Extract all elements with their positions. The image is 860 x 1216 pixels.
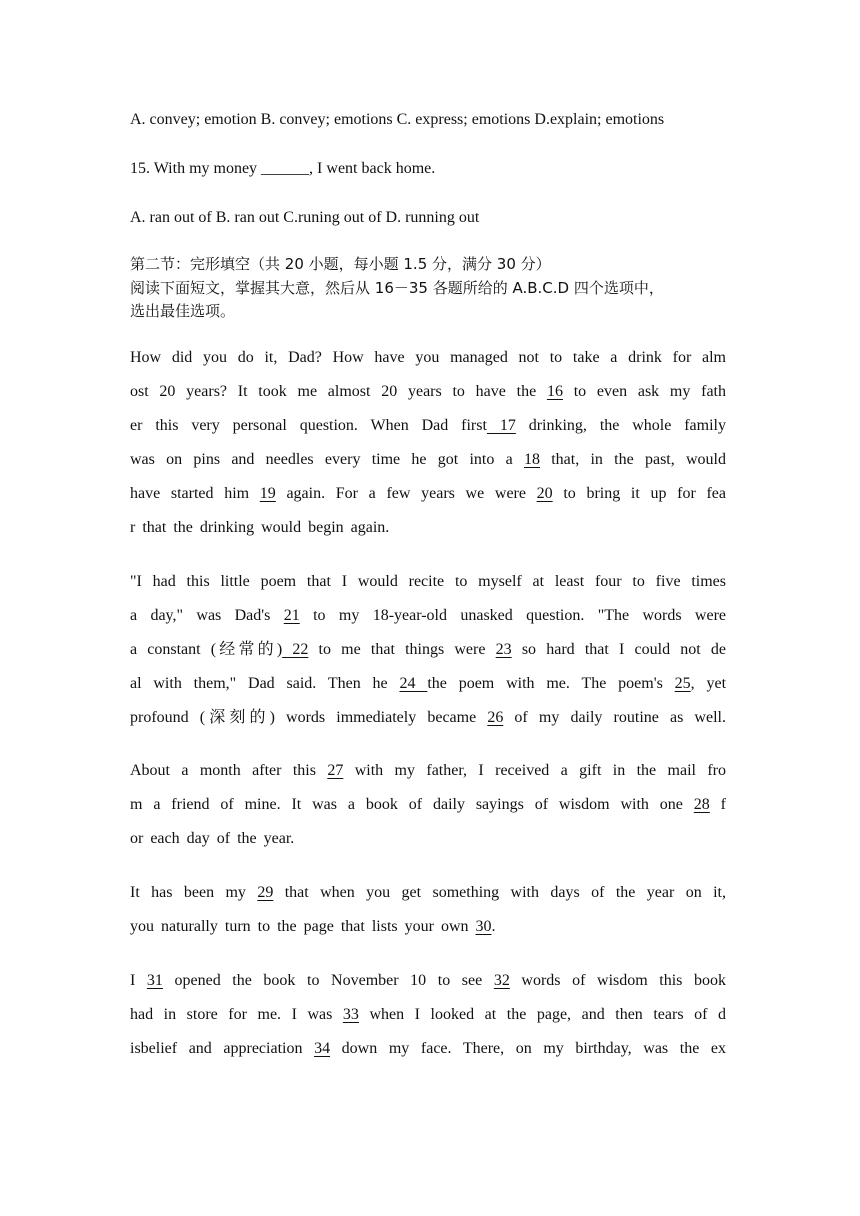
instruction-line-1: 阅读下面短文，掌握其大意，然后从 16－35 各题所给的 A.B.C.D 四个选项中， <box>130 279 664 297</box>
section-heading: 第二节：完形填空（共 20 小题，每小题 1.5 分，满分 30 分） <box>130 255 551 273</box>
passage-line: I 31 opened the book to November 10 to see 32 words of wisdom this book <box>130 972 726 989</box>
passage-line: a day," was Dad's 21 to my 18-year-old unasked question. "The words were <box>130 607 727 624</box>
passage-line: About a month after this 27 with my father, I received a gift in the mail fro <box>130 762 726 779</box>
passage-line: al with them," Dad said. Then he 24 the poem with me. The poem's 25, yet <box>130 675 727 692</box>
blank-28: 28 <box>693 796 710 813</box>
blank-24: 24 <box>399 675 428 692</box>
blank-21: 21 <box>283 607 300 624</box>
blank-32: 32 <box>493 972 510 989</box>
passage-line: or each day of the year. <box>130 830 295 847</box>
options-15: A. ran out of B. ran out C.runing out of D. running out <box>130 209 480 226</box>
blank-18: 18 <box>523 451 540 468</box>
blank-26: 26 <box>487 709 504 726</box>
passage-line: "I had this little poem that I would recite to myself at least four to five times <box>130 573 726 590</box>
passage-line: ost 20 years? It took me almost 20 years to have the 16 to even ask my fath <box>130 383 726 400</box>
blank-22: 22 <box>282 641 309 658</box>
blank-20: 20 <box>536 485 553 502</box>
passage-line: r that the drinking would begin again. <box>130 519 390 536</box>
passage-line: had in store for me. I was 33 when I looked at the page, and then tears of d <box>130 1006 726 1023</box>
options-14: A. convey; emotion B. convey; emotions C. express; emotions D.explain; emotions <box>130 111 665 128</box>
passage-line: er this very personal question. When Dad first 17 drinking, the whole family <box>130 417 726 434</box>
passage-line: profound (深刻的) words immediately became 26 of my daily routine as well. <box>130 709 726 726</box>
blank-34: 34 <box>314 1040 331 1057</box>
blank-29: 29 <box>257 884 274 901</box>
passage-line: a constant (经常的) 22 to me that things were 23 so hard that I could not de <box>130 641 726 658</box>
passage-line: m a friend of mine. It was a book of daily sayings of wisdom with one 28 f <box>130 796 727 813</box>
blank-25: 25 <box>674 675 691 692</box>
passage-line: was on pins and needles every time he got into a 18 that, in the past, would <box>130 451 727 468</box>
blank-19: 19 <box>259 485 276 502</box>
blank-17: 17 <box>486 417 516 434</box>
blank-16: 16 <box>546 383 563 400</box>
passage-line: you naturally turn to the page that lists your own 30. <box>130 918 496 935</box>
blank-33: 33 <box>342 1006 359 1023</box>
question-15: 15. With my money ______, I went back home. <box>130 160 436 177</box>
blank-23: 23 <box>495 641 512 658</box>
blank-27: 27 <box>327 762 344 779</box>
blank-30: 30 <box>475 918 492 935</box>
instruction-line-2: 选出最佳选项。 <box>130 302 236 320</box>
passage-line: isbelief and appreciation 34 down my face. There, on my birthday, was the ex <box>130 1040 727 1057</box>
passage-line: It has been my 29 that when you get something with days of the year on it, <box>130 884 726 901</box>
passage-line: How did you do it, Dad? How have you managed not to take a drink for alm <box>130 349 726 366</box>
blank-31: 31 <box>146 972 163 989</box>
passage-line: have started him 19 again. For a few years we were 20 to bring it up for fea <box>130 485 727 502</box>
